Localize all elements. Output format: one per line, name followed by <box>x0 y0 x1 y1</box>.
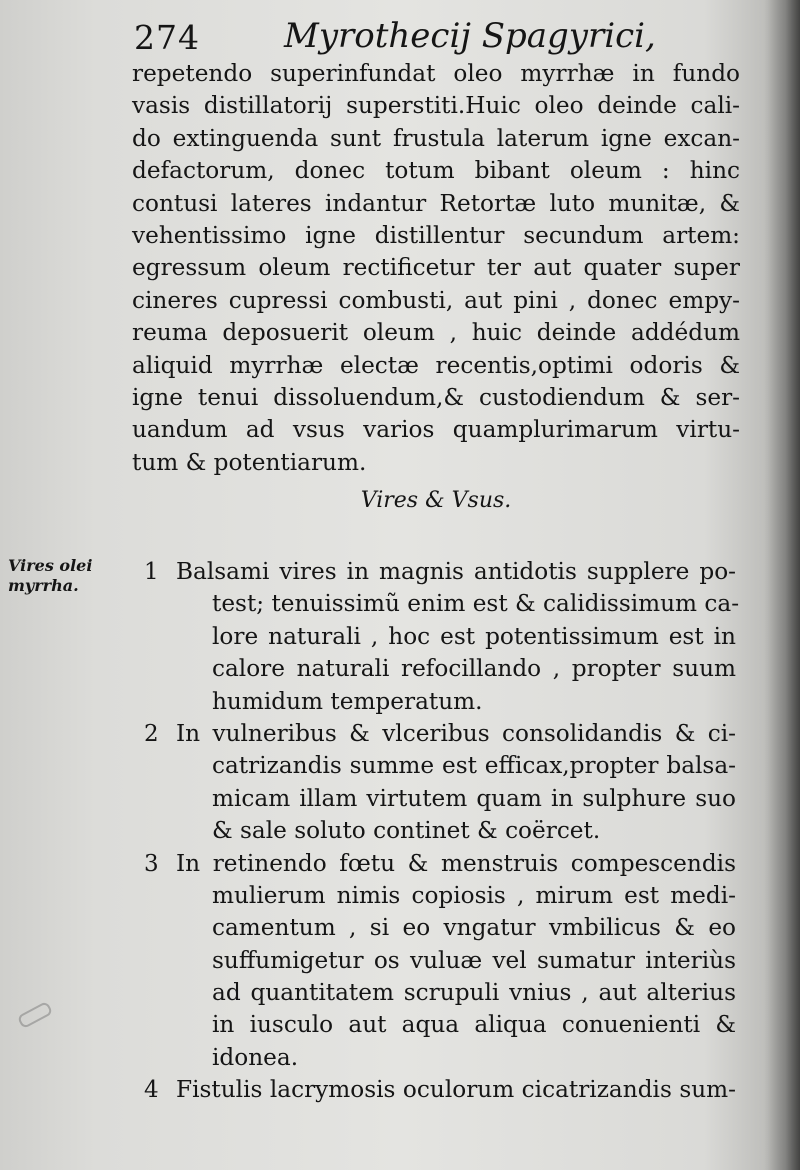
item-line: lore naturali , hoc est potentissimum est in <box>212 622 736 650</box>
section-title: Vires & Vsus. <box>360 488 512 513</box>
text-line: vasis distillatorij superstiti.Huic oleo deinde cali- <box>132 92 740 120</box>
item-number: 2 <box>144 720 159 747</box>
text-line: repetendo superinfundat oleo myrrhæ in fundo <box>132 60 740 87</box>
item-line: Fistulis lacrymosis oculorum cicatrizandis sum- <box>176 1076 736 1104</box>
item-line: catrizandis summe est efficax,propter balsa- <box>212 752 736 780</box>
numbered-list <box>144 556 740 1107</box>
text-line: igne tenui dissoluendum,& custodiendum & ser- <box>132 383 740 411</box>
item-line: idonea. <box>212 1043 299 1071</box>
text-line: defactorum, donec totum bibant oleum : hinc <box>132 157 740 185</box>
ink-smudge <box>17 1001 54 1029</box>
item-line: humidum temperatum. <box>212 687 483 715</box>
page-header <box>134 14 734 64</box>
text-line: contusi lateres indantur Retortæ luto munitæ, & <box>132 189 740 217</box>
item-line: ad quantitatem scrupuli vnius , aut alterius <box>212 979 736 1007</box>
item-line: camentum , si eo vngatur vmbilicus & eo <box>212 914 736 942</box>
item-line: suffumigetur os vuluæ vel sumatur interiùs <box>212 946 736 974</box>
list-item <box>144 848 736 1075</box>
item-number: 3 <box>144 850 159 877</box>
item-line: Balsami vires in magnis antidotis supplere po- <box>176 558 736 585</box>
running-title: Myrothecij Spagyrici, <box>284 16 656 56</box>
item-number: 4 <box>144 1077 159 1104</box>
text-line: aliquid myrrhæ electæ recentis,optimi odoris & <box>132 351 740 379</box>
item-line: In retinendo fœtu & menstruis compescendis <box>176 849 736 877</box>
text-line: tum & potentiarum. <box>132 448 367 476</box>
text-line: egressum oleum rectificetur ter aut quater super <box>132 254 740 282</box>
item-line: calore naturali refocillando , propter suum <box>212 655 736 683</box>
page-number: 274 <box>134 18 200 57</box>
item-line: in iusculo aut aqua aliqua conuenienti & <box>212 1011 736 1039</box>
page-spine-shadow <box>764 0 800 1170</box>
margin-note <box>8 556 128 596</box>
margin-note-line: myrrha. <box>8 576 79 595</box>
list-item <box>144 556 740 718</box>
list-item <box>144 1074 736 1106</box>
item-line: micam illam virtutem quam in sulphure suo <box>212 784 736 812</box>
list-item <box>144 718 736 848</box>
item-line: & sale soluto continet & coërcet. <box>212 817 601 845</box>
text-line: vehentissimo igne distillentur secundum artem: <box>132 221 740 249</box>
item-line: mulierum nimis copiosis , mirum est medi- <box>212 881 736 909</box>
text-line: do extinguenda sunt frustula laterum igne excan- <box>132 124 740 152</box>
text-line: cineres cupressi combusti, aut pini , donec empy- <box>132 286 740 314</box>
margin-note-line: Vires olei <box>8 556 93 575</box>
item-number: 1 <box>144 559 159 585</box>
item-line: test; tenuissimũ enim est & calidissimum ca- <box>212 590 740 618</box>
main-paragraph <box>132 58 740 479</box>
text-line: reuma deposuerit oleum , huic deinde addédum <box>132 319 740 347</box>
text-line: uandum ad vsus varios quamplurimarum virtu- <box>132 416 740 444</box>
item-line: In vulneribus & vlceribus consolidandis & ci- <box>176 719 736 747</box>
